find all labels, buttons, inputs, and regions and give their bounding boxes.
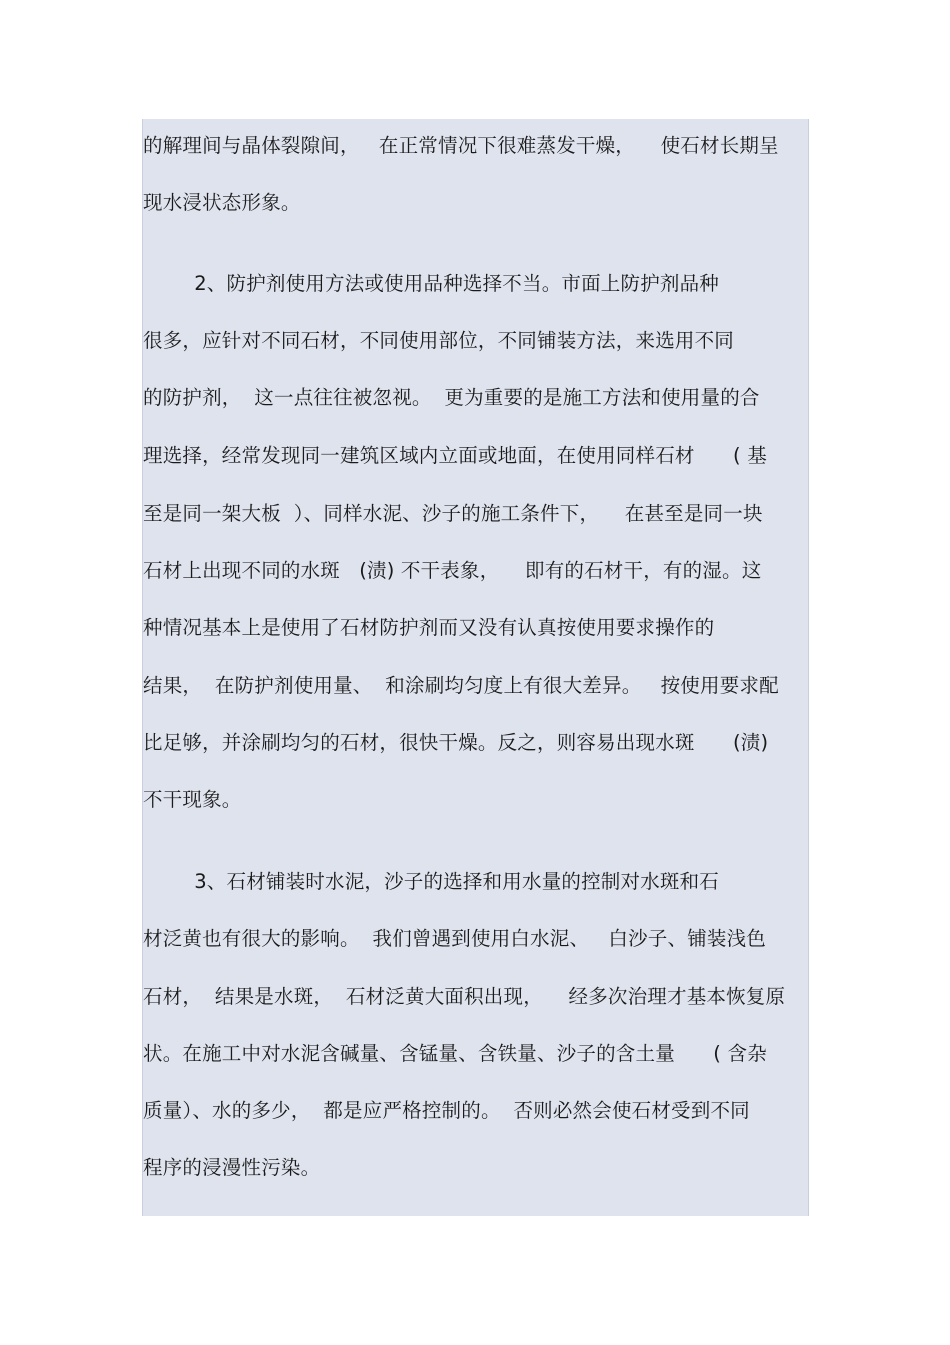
text-line: 种情况基本上是使用了石材防护剂而又没有认真按使用要求操作的: [143, 616, 715, 639]
text-line: 的防护剂， 这一点往往被忽视。 更为重要的是施工方法和使用量的合: [143, 386, 760, 409]
text-line: 2、防护剂使用方法或使用品种选择不当。市面上防护剂品种: [143, 272, 719, 295]
text-line: 3、石材铺装时水泥，沙子的选择和用水量的控制对水斑和石: [143, 870, 719, 893]
text-block: [142, 119, 809, 1216]
text-line: 程序的浸漫性污染。: [143, 1156, 321, 1179]
text-line: 状。在施工中对水泥含碱量、含锰量、含铁量、沙子的含土量 ( 含杂: [143, 1042, 767, 1065]
text-line: 质量）、水的多少， 都是应严格控制的。 否则必然会使石材受到不同: [143, 1099, 750, 1122]
text-line: 结果， 在防护剂使用量、 和涂刷均匀度上有很大差异。 按使用要求配: [143, 674, 779, 697]
text-line: 的解理间与晶体裂隙间， 在正常情况下很难蒸发干燥， 使石材长期呈: [143, 134, 779, 157]
text-line: 材泛黄也有很大的影响。 我们曾遇到使用白水泥、 白沙子、铺装浅色: [143, 927, 766, 950]
text-line: 石材上出现不同的水斑 (渍) 不干表象， 即有的石材干，有的湿。这: [143, 559, 762, 582]
text-line: 很多，应针对不同石材，不同使用部位，不同铺装方法，来选用不同: [143, 329, 735, 352]
text-line: 理选择，经常发现同一建筑区域内立面或地面，在使用同样石材 ( 基: [143, 444, 767, 467]
text-line: 比足够，并涂刷均匀的石材，很快干燥。反之，则容易出现水斑 (渍): [143, 731, 769, 754]
text-line: 不干现象。: [143, 788, 242, 811]
text-line: 现水浸状态形象。: [143, 191, 301, 214]
text-line: 至是同一架大板 ）、同样水泥、沙子的施工条件下， 在甚至是同一块: [143, 502, 763, 525]
text-line: 石材， 结果是水斑， 石材泛黄大面积出现， 经多次治理才基本恢复原: [143, 985, 786, 1008]
